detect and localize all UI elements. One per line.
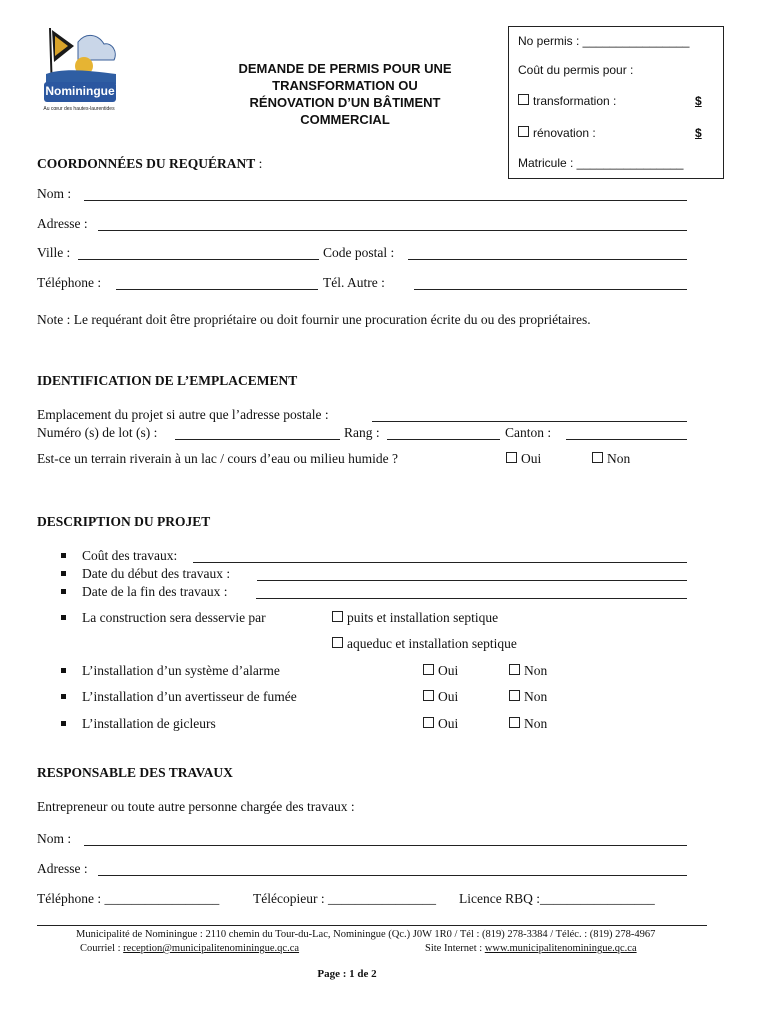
permit-number-field[interactable]: No permis : ________________ — [518, 34, 690, 48]
checkbox-icon[interactable] — [509, 664, 520, 675]
checkbox-icon[interactable] — [518, 126, 529, 137]
logo-name: Nominingue — [45, 84, 115, 98]
sprinkler-no-option[interactable]: Non — [509, 716, 547, 732]
rang-field[interactable] — [387, 439, 500, 440]
bullet-icon — [61, 668, 66, 673]
contractor-fax-field[interactable]: Télécopieur : ________________ — [253, 891, 436, 906]
start-date-label: Date du début des travaux : — [82, 566, 231, 581]
waterfront-no-option[interactable]: Non — [592, 451, 630, 467]
website-link[interactable]: www.municipalitenominingue.qc.ca — [484, 943, 637, 954]
checkbox-icon[interactable] — [506, 452, 517, 463]
lot-number-field[interactable] — [175, 439, 340, 440]
applicant-phone-field[interactable] — [116, 289, 318, 290]
lot-number-label: Numéro (s) de lot (s) : — [37, 425, 158, 440]
office-use-box — [508, 26, 724, 179]
other-phone-field[interactable] — [414, 289, 687, 290]
rang-label: Rang : — [344, 425, 380, 440]
end-date-label: Date de la fin des travaux : — [82, 584, 228, 599]
checkbox-icon[interactable] — [332, 637, 343, 648]
applicant-phone-label: Téléphone : — [37, 275, 102, 290]
footer-site-line: Site Internet : www.municipalitenominingue.qc.ca — [425, 943, 637, 954]
smoke-no-option[interactable]: Non — [509, 689, 547, 705]
bullet-icon — [61, 721, 66, 726]
logo-tagline: Au cœur des hautes-laurentides — [43, 106, 115, 112]
project-heading: DESCRIPTION DU PROJET — [37, 514, 211, 529]
form-title — [222, 60, 468, 128]
applicant-address-field[interactable] — [98, 230, 687, 231]
canton-label: Canton : — [505, 425, 552, 440]
applicant-heading: COORDONNÉES DU REQUÉRANT : — [37, 156, 263, 171]
checkbox-icon[interactable] — [509, 717, 520, 728]
postal-code-field[interactable] — [408, 259, 687, 260]
alarm-yes-option[interactable]: Oui — [423, 663, 458, 679]
transformation-option[interactable]: transformation : — [518, 94, 616, 108]
location-heading: IDENTIFICATION DE L’EMPLACEMENT — [37, 373, 298, 388]
footer-address: Municipalité de Nominingue : 2110 chemin du Tour-du-Lac, Nominingue (Qc.) J0W 1R0 / Tél : (819) 278-3384 / Téléc. : (819) 278-4967 — [76, 929, 656, 940]
footer-divider — [37, 925, 707, 926]
renovation-option[interactable]: rénovation : — [518, 126, 596, 140]
well-septic-option[interactable]: puits et installation septique — [332, 610, 498, 626]
work-cost-field[interactable] — [193, 562, 687, 563]
email-link[interactable]: reception@municipalitenominingue.qc.ca — [123, 943, 300, 954]
transformation-dollar: $ — [695, 94, 702, 108]
postal-code-label: Code postal : — [323, 245, 395, 260]
bullet-icon — [61, 615, 66, 620]
alarm-label: L’installation d’un système d’alarme — [82, 663, 280, 678]
checkbox-icon[interactable] — [423, 717, 434, 728]
municipality-logo — [38, 22, 120, 118]
applicant-city-field[interactable] — [78, 259, 319, 260]
project-location-label: Emplacement du projet si autre que l’adresse postale : — [37, 407, 329, 422]
other-phone-label: Tél. Autre : — [323, 275, 385, 290]
checkbox-icon[interactable] — [509, 690, 520, 701]
applicant-city-label: Ville : — [37, 245, 71, 260]
rbq-licence-field[interactable]: Licence RBQ :_________________ — [459, 891, 655, 906]
applicant-name-field[interactable] — [84, 200, 687, 201]
contractor-heading: RESPONSABLE DES TRAVAUX — [37, 765, 233, 780]
checkbox-icon[interactable] — [518, 94, 529, 105]
sprinkler-label: L’installation de gicleurs — [82, 716, 216, 731]
service-label: La construction sera desservie par — [82, 610, 266, 625]
aqueduct-septic-option[interactable]: aqueduc et installation septique — [332, 636, 517, 652]
renovation-dollar: $ — [695, 126, 702, 140]
end-date-field[interactable] — [256, 598, 687, 599]
contractor-intro: Entrepreneur ou toute autre personne chargée des travaux : — [37, 799, 355, 814]
start-date-field[interactable] — [257, 580, 687, 581]
smoke-yes-option[interactable]: Oui — [423, 689, 458, 705]
applicant-name-label: Nom : — [37, 186, 72, 201]
matricule-field[interactable]: Matricule : ________________ — [518, 156, 684, 170]
smoke-detector-label: L’installation d’un avertisseur de fumée — [82, 689, 297, 704]
alarm-no-option[interactable]: Non — [509, 663, 547, 679]
waterfront-question: Est-ce un terrain riverain à un lac / cours d’eau ou milieu humide ? — [37, 451, 398, 466]
work-cost-label: Coût des travaux: — [82, 548, 178, 563]
page-number: Page : 1 de 2 — [317, 968, 377, 980]
footer-email-line: Courriel : reception@municipalitenominingue.qc.ca — [80, 943, 300, 954]
canton-field[interactable] — [566, 439, 687, 440]
bullet-icon — [61, 589, 66, 594]
contractor-address-field[interactable] — [98, 875, 687, 876]
logo-graphic — [38, 22, 120, 118]
contractor-name-field[interactable] — [84, 845, 687, 846]
checkbox-icon[interactable] — [423, 690, 434, 701]
project-location-field[interactable] — [372, 421, 687, 422]
title-line-2: TRANSFORMATION OU — [272, 78, 418, 93]
waterfront-yes-option[interactable]: Oui — [506, 451, 541, 467]
permit-cost-label: Coût du permis pour : — [518, 63, 634, 77]
bullet-icon — [61, 694, 66, 699]
checkbox-icon[interactable] — [592, 452, 603, 463]
title-line-4: COMMERCIAL — [300, 112, 390, 127]
checkbox-icon[interactable] — [332, 611, 343, 622]
title-line-1: DEMANDE DE PERMIS POUR UNE — [238, 61, 452, 76]
contractor-address-label: Adresse : — [37, 861, 88, 876]
applicant-address-label: Adresse : — [37, 216, 88, 231]
bullet-icon — [61, 571, 66, 576]
sprinkler-yes-option[interactable]: Oui — [423, 716, 458, 732]
checkbox-icon[interactable] — [423, 664, 434, 675]
ownership-note: Note : Le requérant doit être propriétaire ou doit fournir une procuration écrite du ou des propriétaires. — [37, 312, 591, 327]
bullet-icon — [61, 553, 66, 558]
contractor-phone-field[interactable]: Téléphone : _________________ — [37, 891, 220, 906]
title-line-3: RÉNOVATION D’UN BÂTIMENT — [249, 95, 441, 110]
contractor-name-label: Nom : — [37, 831, 72, 846]
